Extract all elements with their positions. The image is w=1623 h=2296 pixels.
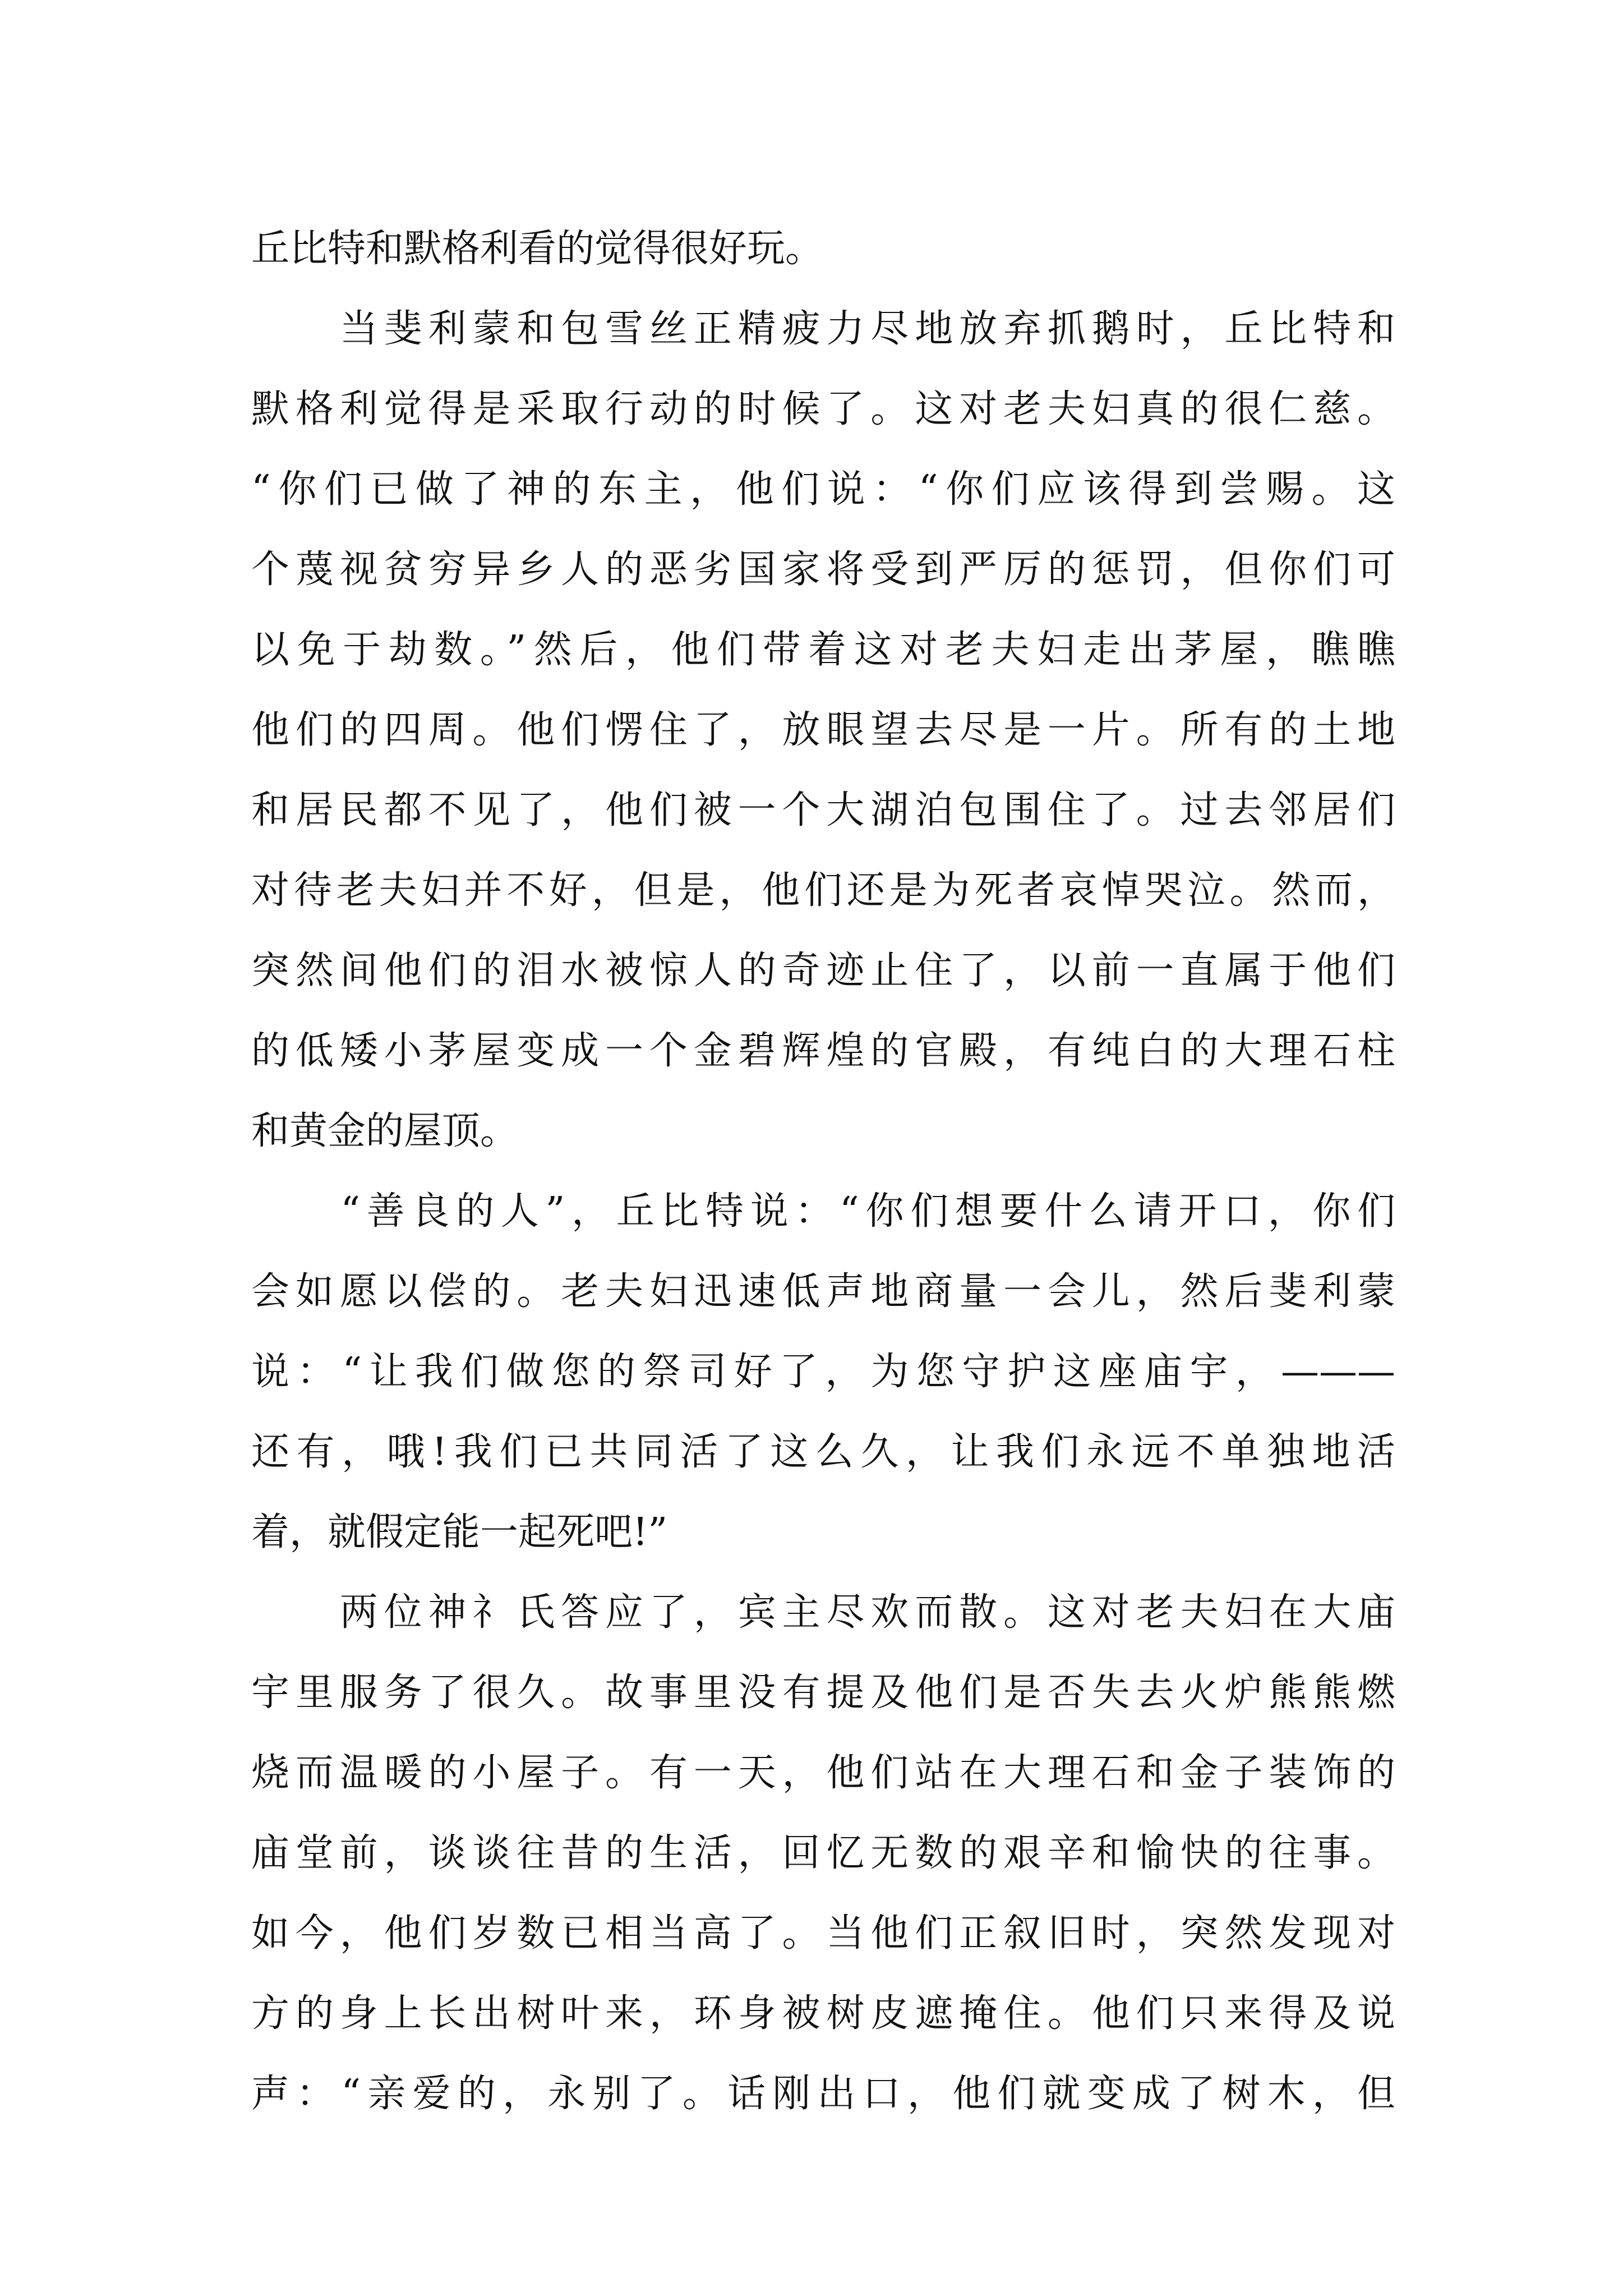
text-line: 说：“让我们做您的祭司好了，为您守护这座庙宇，———	[251, 1350, 1395, 1394]
text-line: 当斐利蒙和包雪丝正精疲力尽地放弃抓鹅时，丘比特和	[251, 307, 1395, 351]
text-line: 丘比特和默格利看的觉得很好玩。	[251, 227, 824, 271]
text-line: 着，就假定能一起死吧!”	[251, 1510, 668, 1554]
text-line: 会如愿以偿的。老夫妇迅速低声地商量一会儿，然后斐利蒙	[251, 1269, 1395, 1314]
text-line: 和居民都不见了，他们被一个大湖泊包围住了。过去邻居们	[251, 788, 1395, 832]
text-line: 和黄金的屋顶。	[251, 1109, 519, 1153]
text-line: 以免于劫数。”然后，他们带着这对老夫妇走出茅屋，瞧瞧	[251, 628, 1395, 672]
text-line: 庙堂前，谈谈往昔的生活，回忆无数的艰辛和愉快的往事。	[251, 1831, 1395, 1875]
text-line: 对待老夫妇并不好，但是，他们还是为死者哀悼哭泣。然而，	[251, 868, 1395, 913]
text-line: 方的身上长出树叶来，环身被树皮遮掩住。他们只来得及说	[251, 1991, 1395, 2036]
text-line: 两位神礻氏答应了，宾主尽欢而散。这对老夫妇在大庙	[251, 1590, 1395, 1635]
text-line: 个蔑视贫穷异乡人的恶劣国家将受到严厉的惩罚，但你们可	[251, 547, 1395, 592]
text-line: 声：“亲爱的，永别了。话刚出口，他们就变成了树木，但	[251, 2072, 1395, 2116]
text-line: “善良的人”，丘比特说：“你们想要什么请开口，你们	[251, 1189, 1395, 1234]
text-line: “你们已做了神的东主，他们说：“你们应该得到尝赐。这	[251, 467, 1395, 512]
text-line: 如今，他们岁数已相当高了。当他们正叙旧时，突然发现对	[251, 1911, 1395, 1955]
text-line: 默格利觉得是采取行动的时候了。这对老夫妇真的很仁慈。	[251, 387, 1395, 431]
text-line: 宇里服务了很久。故事里没有提及他们是否失去火炉熊熊燃	[251, 1671, 1395, 1715]
text-line: 他们的四周。他们愣住了，放眼望去尽是一片。所有的土地	[251, 708, 1395, 752]
text-line: 突然间他们的泪水被惊人的奇迹止住了，以前一直属于他们	[251, 949, 1395, 993]
text-line: 的低矮小茅屋变成一个金碧辉煌的官殿，有纯白的大理石柱	[251, 1029, 1395, 1073]
text-line: 还有，哦!我们已共同活了这么久，让我们永远不单独地活	[251, 1430, 1395, 1474]
text-line: 烧而温暖的小屋子。有一天，他们站在大理石和金子装饰的	[251, 1751, 1395, 1795]
body-text	[251, 209, 1395, 2134]
